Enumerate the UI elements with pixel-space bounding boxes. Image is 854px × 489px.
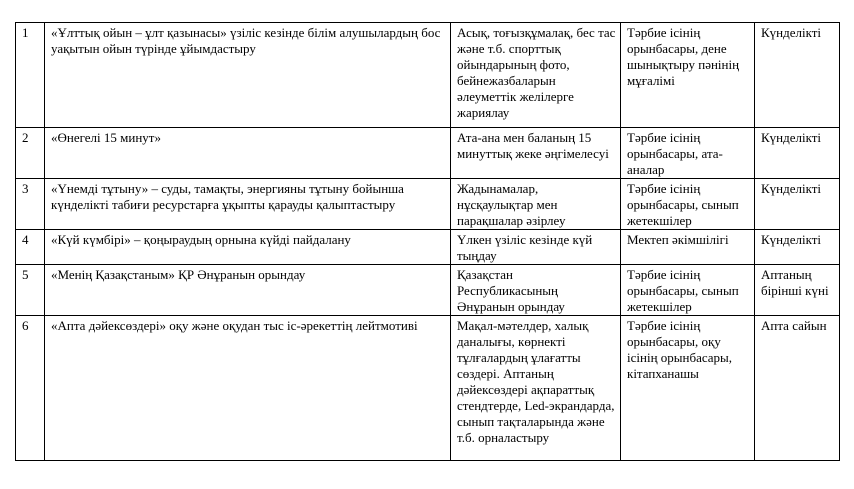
period: Күнделікті xyxy=(755,179,840,230)
table-row xyxy=(16,230,840,265)
table-row xyxy=(16,265,840,316)
period: Аптаның бірінші күні xyxy=(755,265,840,316)
event-form: Асық, тоғызқұмалақ, бес тас және т.б. спорттық ойындарының фото, бейнежазбаларын әлеуметтік желілерге жариялау xyxy=(451,23,621,128)
event-name: «Күй күмбірі» – қоңыраудың орнына күйді пайдалану xyxy=(45,230,451,265)
table-row xyxy=(16,179,840,230)
responsible: Мектеп әкімшілігі xyxy=(621,230,755,265)
row-number: 1 xyxy=(16,23,45,128)
responsible: Тәрбие ісінің орынбасары, сынып жетекшілер xyxy=(621,179,755,230)
responsible: Тәрбие ісінің орынбасары, дене шынықтыру пәнінің мұғалімі xyxy=(621,23,755,128)
period: Күнделікті xyxy=(755,23,840,128)
table-row xyxy=(16,316,840,461)
event-form: Қазақстан Республикасының Әнұранын орындау xyxy=(451,265,621,316)
event-form: Мақал-мәтелдер, халық даналығы, көрнекті тұлғалардың ұлағатты сөздері. Аптаның дәйексөздері ақпараттық стендтерде, Led-экрандарда, сынып тақталарында және т.б. орналастыру xyxy=(451,316,621,461)
table-row xyxy=(16,23,840,128)
event-name: «Менің Қазақстаным» ҚР Әнұранын орындау xyxy=(45,265,451,316)
period: Күнделікті xyxy=(755,128,840,179)
event-form: Үлкен үзіліс кезінде күй тыңдау xyxy=(451,230,621,265)
row-number: 3 xyxy=(16,179,45,230)
responsible: Тәрбие ісінің орынбасары, оқу ісінің орынбасары, кітапханашы xyxy=(621,316,755,461)
period: Күнделікті xyxy=(755,230,840,265)
event-name: «Ұлттық ойын – ұлт қазынасы» үзіліс кезінде білім алушылардың бос уақытын ойын түрінде ұйымдастыру xyxy=(45,23,451,128)
event-form: Жадынамалар, нұсқаулықтар мен парақшалар әзірлеу xyxy=(451,179,621,230)
events-table xyxy=(15,22,840,461)
event-form: Ата-ана мен баланың 15 минуттық жеке әңгімелесуі xyxy=(451,128,621,179)
responsible: Тәрбие ісінің орынбасары, сынып жетекшілер xyxy=(621,265,755,316)
event-name: «Өнегелі 15 минут» xyxy=(45,128,451,179)
period: Апта сайын xyxy=(755,316,840,461)
row-number: 2 xyxy=(16,128,45,179)
row-number: 6 xyxy=(16,316,45,461)
table-row xyxy=(16,128,840,179)
row-number: 5 xyxy=(16,265,45,316)
row-number: 4 xyxy=(16,230,45,265)
event-name: «Үнемді тұтыну» – суды, тамақты, энергияны тұтыну бойынша күнделікті табиғи ресурстарға ұқыпты қарауды қалыптастыру xyxy=(45,179,451,230)
event-name: «Апта дәйексөздері» оқу және оқудан тыс іс-әрекеттің лейтмотиві xyxy=(45,316,451,461)
responsible: Тәрбие ісінің орынбасары, ата-аналар xyxy=(621,128,755,179)
